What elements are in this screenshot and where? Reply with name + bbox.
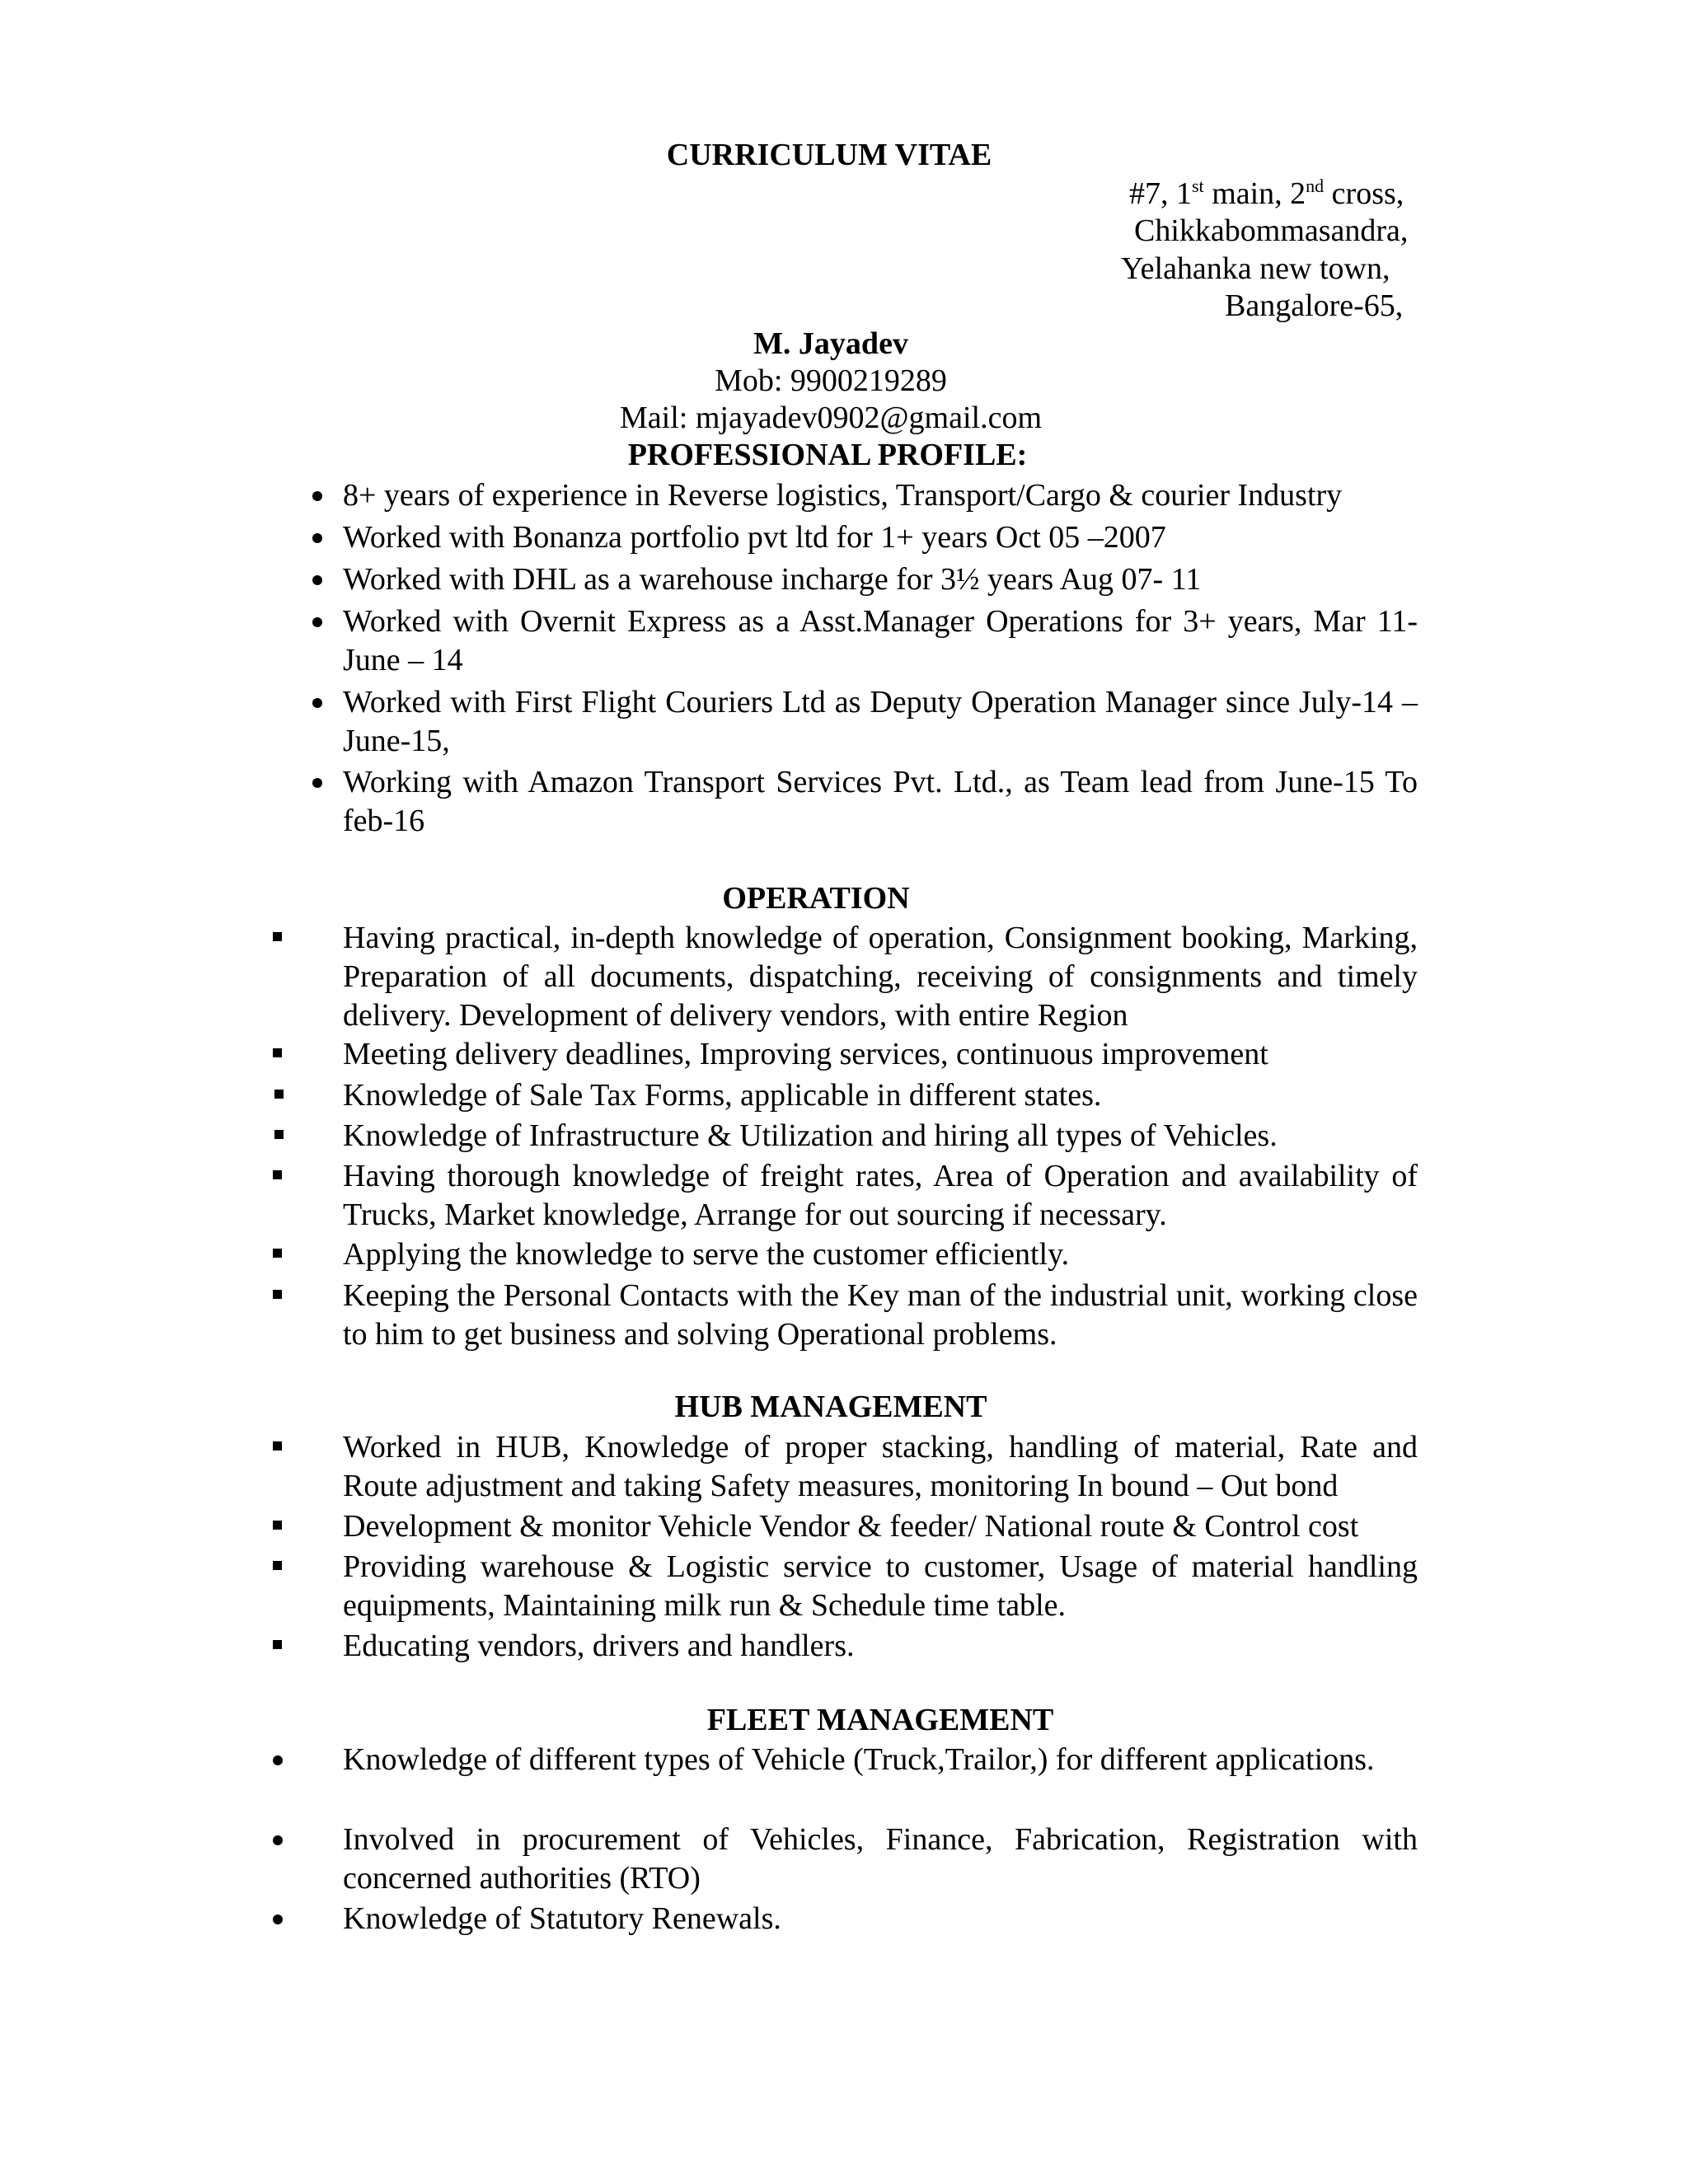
hub-item: Educating vendors, drivers and handlers.: [343, 1629, 855, 1663]
bullet-square: [273, 1561, 282, 1570]
candidate-name: M. Jayadev: [753, 326, 908, 361]
fleet-item: Involved in procurement of Vehicles, Finance, Fabrication, Registration with concerned authorities (RTO): [343, 1822, 1418, 1896]
operation-item: Having thorough knowledge of freight rates, Area of Operation and availability of Trucks, Market knowledge, Arrange for out sourcing if necessary.: [343, 1159, 1418, 1232]
profile-item: 8+ years of experience in Reverse logistics, Transport/Cargo & courier Industry: [343, 478, 1343, 513]
section-heading-profile: PROFESSIONAL PROFILE:: [627, 438, 1028, 472]
profile-item: Worked with First Flight Couriers Ltd as Deputy Operation Manager since July-14 – June-15,: [343, 685, 1418, 758]
document-title: CURRICULUM VITAE: [666, 138, 992, 172]
bullet-square: [273, 1290, 282, 1299]
bullet-square: [273, 1048, 282, 1057]
profile-item: Working with Amazon Transport Services Pvt. Ltd., as Team lead from June-15 To feb-16: [343, 765, 1418, 838]
bullet-dot: [312, 778, 322, 788]
bullet-dot: [312, 698, 322, 708]
hub-item: Worked in HUB, Knowledge of proper stacking, handling of material, Rate and Route adjustment and taking Safety measures, monitoring In bound – Out bond: [343, 1430, 1418, 1503]
bullet-square: [273, 1249, 282, 1258]
bullet-square: [274, 1090, 284, 1099]
bullet-square: [273, 1441, 282, 1451]
bullet-dot: [312, 533, 322, 543]
operation-item: Knowledge of Infrastructure & Utilization and hiring all types of Vehicles.: [343, 1118, 1278, 1153]
hub-item: Providing warehouse & Logistic service to customer, Usage of material handling equipments, Maintaining milk run & Schedule time table.: [343, 1549, 1418, 1623]
operation-item: Applying the knowledge to serve the customer efficiently.: [343, 1237, 1070, 1272]
address-line-3: Yelahanka new town,: [1121, 251, 1390, 286]
bullet-square: [273, 1170, 282, 1179]
address-line-2: Chikkabommasandra,: [1134, 213, 1409, 248]
bullet-dot: [273, 1755, 283, 1765]
operation-item: Knowledge of Sale Tax Forms, applicable in different states.: [343, 1078, 1102, 1113]
bullet-square: [273, 932, 282, 941]
section-heading-hub: HUB MANAGEMENT: [674, 1390, 987, 1424]
section-heading-operation: OPERATION: [722, 881, 910, 916]
address-line-4: Bangalore-65,: [1225, 288, 1404, 323]
bullet-square: [273, 1640, 282, 1649]
operation-item: Having practical, in-depth knowledge of operation, Consignment booking, Marking, Preparation of all documents, dispatching, receiving of consignments and timely delivery. Development of delivery vendors, with entire Region: [343, 921, 1418, 1033]
bullet-square: [273, 1521, 282, 1530]
bullet-dot: [312, 617, 322, 627]
mobile-number: Mob: 9900219289: [715, 363, 947, 398]
profile-item: Worked with Bonanza portfolio pvt ltd for 1+ years Oct 05 –2007: [343, 520, 1166, 555]
profile-item: Worked with DHL as a warehouse incharge for 3½ years Aug 07- 11: [343, 562, 1202, 597]
bullet-square: [274, 1130, 284, 1139]
section-heading-fleet: FLEET MANAGEMENT: [706, 1703, 1054, 1737]
address-line-1: #7, 1st main, 2nd cross,: [1129, 176, 1404, 211]
operation-item: Keeping the Personal Contacts with the Key man of the industrial unit, working close to him to get business and solving Operational problems.: [343, 1278, 1418, 1352]
email-address: Mail: mjayadev0902@gmail.com: [620, 401, 1042, 435]
bullet-dot: [273, 1915, 283, 1924]
profile-item: Worked with Overnit Express as a Asst.Manager Operations for 3+ years, Mar 11- June – 14: [343, 604, 1418, 677]
fleet-item: Knowledge of different types of Vehicle (Truck,Trailor,) for different applications.: [343, 1742, 1375, 1777]
bullet-dot: [312, 575, 322, 585]
hub-item: Development & monitor Vehicle Vendor & feeder/ National route & Control cost: [343, 1509, 1359, 1544]
bullet-dot: [273, 1835, 283, 1845]
bullet-dot: [312, 491, 322, 501]
fleet-item: Knowledge of Statutory Renewals.: [343, 1901, 781, 1936]
operation-item: Meeting delivery deadlines, Improving services, continuous improvement: [343, 1037, 1268, 1071]
